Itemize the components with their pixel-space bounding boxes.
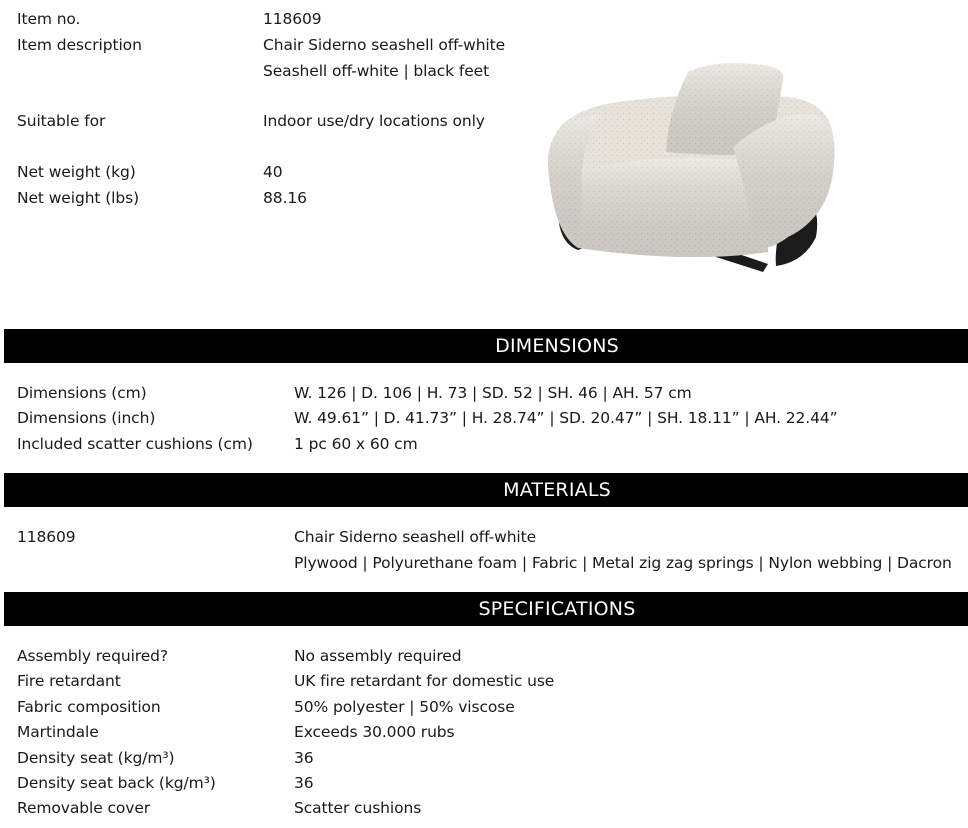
density-seat-value: 36 [294,749,314,767]
scatter-cushions-value: 1 pc 60 x 60 cm [294,435,418,453]
dimensions-inch-value: W. 49.61” | D. 41.73” | H. 28.74” | SD. 20.47” | SH. 18.11” | AH. 22.44” [294,409,838,427]
scatter-cushions-label: Included scatter cushions (cm) [17,435,253,453]
suitable-for-label: Suitable for [17,112,106,130]
dimensions-title: DIMENSIONS [495,335,619,357]
materials-item-no: 118609 [17,528,76,546]
product-image [538,52,842,290]
density-seat-back-value: 36 [294,774,314,792]
item-no-label: Item no. [17,10,81,28]
fabric-composition-value: 50% polyester | 50% viscose [294,698,515,716]
fabric-composition-label: Fabric composition [17,698,161,716]
net-weight-lbs-value: 88.16 [263,189,307,207]
specifications-title: SPECIFICATIONS [478,598,636,620]
materials-title: MATERIALS [503,479,611,501]
net-weight-lbs-label: Net weight (lbs) [17,189,140,207]
dimensions-cm-value: W. 126 | D. 106 | H. 73 | SD. 52 | SH. 46 | AH. 57 cm [294,384,692,402]
dimensions-inch-label: Dimensions (inch) [17,409,156,427]
net-weight-kg-value: 40 [263,163,283,181]
materials-list: Plywood | Polyurethane foam | Fabric | Metal zig zag springs | Nylon webbing | Dacron [294,554,952,572]
net-weight-kg-label: Net weight (kg) [17,163,136,181]
materials-header [4,473,968,507]
item-description-label: Item description [17,36,142,54]
dimensions-cm-label: Dimensions (cm) [17,384,147,402]
armchair-illustration [538,52,842,290]
dimensions-header [4,329,968,363]
item-description-subvalue: Seashell off-white | black feet [263,62,490,80]
removable-cover-label: Removable cover [17,799,151,817]
item-description-value: Chair Siderno seashell off-white [263,36,506,54]
specifications-header [4,592,968,626]
item-no-value: 118609 [263,10,322,28]
materials-item-name: Chair Siderno seashell off-white [294,528,537,546]
martindale-label: Martindale [17,723,99,741]
removable-cover-value: Scatter cushions [294,799,422,817]
fire-retardant-label: Fire retardant [17,672,121,690]
suitable-for-value: Indoor use/dry locations only [263,112,485,130]
martindale-value: Exceeds 30.000 rubs [294,723,455,741]
fire-retardant-value: UK fire retardant for domestic use [294,672,555,690]
assembly-label: Assembly required? [17,647,169,665]
assembly-value: No assembly required [294,647,462,665]
density-seat-back-label: Density seat back (kg/m³) [17,774,216,792]
density-seat-label: Density seat (kg/m³) [17,749,175,767]
